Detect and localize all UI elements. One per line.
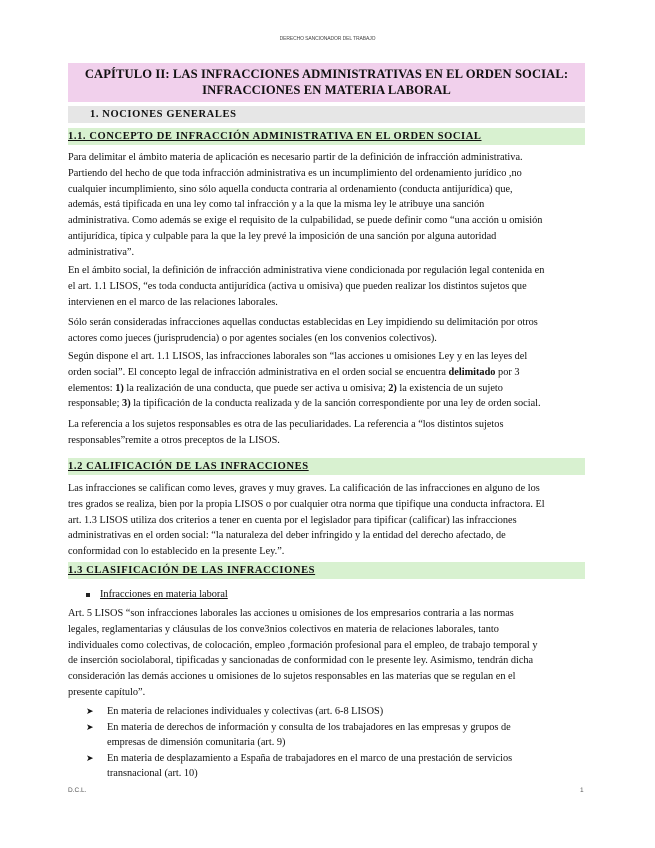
arrow-list xyxy=(86,704,512,782)
text-line: el art. 1.1 LISOS, “es toda conducta antijurídica (activa u omisiva) que pueden realizar los distintos sujetos que xyxy=(68,280,527,292)
text-line: Las infracciones se califican como leves, graves y muy graves. La calificación de las infracciones en alguno de los xyxy=(68,483,540,494)
footer-initials: D.C.L. xyxy=(68,787,87,794)
text-segment: la realización de una conducta, que puede ser activa u omisiva; xyxy=(123,382,389,394)
text-line: individuales como colectivas, de colocación, empleo ,formación profesional para el empleo, de trabajo temporal y xyxy=(68,639,538,651)
text-line: intervienen en el marco de las relaciones laborales. xyxy=(68,296,278,308)
paragraph xyxy=(68,263,598,310)
page-number: 1 xyxy=(580,787,584,794)
text-line: Sólo serán consideradas infracciones aquellas conductas establecidas en Ley impidiendo su delimitación por otros xyxy=(68,317,538,328)
section-heading-1-2 xyxy=(68,458,585,475)
text-line: art. 1.3 LISOS utiliza dos criterios a tener en cuenta por el legislador para tipificar (calificar) las infracciones xyxy=(68,514,517,526)
text-segment: responsable; xyxy=(68,398,123,410)
text-line: conformidad con lo establecido en la presente Ley.”. xyxy=(68,546,285,557)
text-line xyxy=(68,381,598,397)
bold-text: 1) xyxy=(115,382,124,394)
bullet-item xyxy=(86,587,228,603)
paragraph xyxy=(68,349,598,412)
text-segment: orden social”. El concepto legal de infracción administrativa en el orden social se encuentra xyxy=(68,366,449,378)
text-line: de inserción sociolaboral, tipificadas y sancionadas de conformidad con le presente ley. Asimismo, tendrán dicha xyxy=(68,655,534,667)
heading-text: 1.3 CLASIFICACIÓN DE LAS INFRACCIONES xyxy=(68,565,316,576)
text-line: administrativas en el orden social: “la naturaleza del deber infringido y la entidad del derecho afectado, de xyxy=(68,530,506,542)
arrow-bullet-icon: ➤ xyxy=(86,706,94,716)
chapter-title-line: INFRACCIONES EN MATERIA LABORAL xyxy=(202,83,451,97)
heading-text: 1.1. CONCEPTO DE INFRACCIÓN ADMINISTRATIVA EN EL ORDEN SOCIAL xyxy=(68,131,482,142)
arrow-list-item xyxy=(86,751,512,782)
square-bullet-icon xyxy=(86,593,90,597)
arrow-bullet-icon: ➤ xyxy=(86,752,94,763)
section-heading-1-3 xyxy=(68,562,585,579)
section-heading-1-1 xyxy=(68,128,585,145)
text-line: legales, reglamentarias y cláusulas de los conve3nios colectivos en materia de relaciones laborales, tanto xyxy=(68,623,499,635)
text-segment: la tipificación de la conducta realizada y de la sanción correspondiente por una ley de orden social. xyxy=(130,398,541,410)
text-line: además, está tipificada en una ley como tal infracción y a la que la misma ley le atribuye una sanción xyxy=(68,199,485,211)
running-header: DERECHO SANCIONADOR DEL TRABAJO xyxy=(279,36,376,42)
paragraph xyxy=(68,150,598,260)
text-line: actores como jueces (jurisprudencia) o por agentes sociales (en los convenios colectivos). xyxy=(68,332,437,344)
bold-text: 2) xyxy=(388,382,397,394)
paragraph xyxy=(68,417,598,449)
text-line: administrativa. Como además se exige el requisito de la culpabilidad, se puede definir como “una acción u omisión xyxy=(68,215,543,226)
bullet-label: Infracciones en materia laboral xyxy=(100,589,228,600)
arrow-list-item xyxy=(86,720,512,751)
text-line: Partiendo del hecho de que toda infracción administrativa es un incumplimiento del ordenamiento jurídico ,no xyxy=(68,167,522,179)
text-line: En materia de desplazamiento a España de trabajadores en el marco de una prestación de servicios xyxy=(107,752,513,764)
text-line xyxy=(68,396,598,412)
text-segment: por 3 xyxy=(495,366,520,378)
bold-text: delimitado xyxy=(448,366,496,378)
text-segment: elementos: xyxy=(68,382,116,394)
section-heading-nociones: 1. NOCIONES GENERALES xyxy=(68,106,585,123)
text-line: cualquier incumplimiento, sino sólo aquella conducta contraria al ordenamiento (conducta antijurídica) que, xyxy=(68,183,513,195)
text-line: Art. 5 LISOS “son infracciones laborales las acciones u omisiones de los empresarios contraria a las normas xyxy=(68,608,514,619)
heading-text: 1.2 CALIFICACIÓN DE LAS INFRACCIONES xyxy=(68,461,309,472)
text-line: responsables”remite a otros preceptos de la LISOS. xyxy=(68,434,280,446)
text-line: transnacional (art. 10) xyxy=(107,768,198,780)
paragraph xyxy=(68,481,598,560)
text-line: Para delimitar el ámbito materia de aplicación es necesario partir de la definición de infracción administrativa. xyxy=(68,152,523,163)
text-line: En materia de relaciones individuales y colectivas (art. 6-8 LISOS) xyxy=(107,706,384,717)
text-line xyxy=(68,349,598,365)
text-line: consideración las demás acciones u omisiones de lo sujetos responsables en las materias que se regulan en el xyxy=(68,671,516,682)
text-segment: Según dispone el art. 1.1 LISOS, las infracciones laborales son “las acciones u omisiones Ley y en las leyes del xyxy=(68,351,528,362)
paragraph xyxy=(68,315,598,347)
text-line: En el ámbito social, la definición de infracción administrativa viene condicionada por regulación legal contenida en xyxy=(68,265,545,276)
text-line: empresas de dimensión comunitaria (art. 9) xyxy=(107,737,286,749)
text-line: En materia de derechos de información y consulta de los trabajadores en las empresas y grupos de xyxy=(107,721,511,733)
text-line: tres grados se realiza, bien por la propia LISOS o por cualquier otra norma que tipifique una conducta infractora. El xyxy=(68,498,545,510)
text-line xyxy=(68,365,598,381)
paragraph xyxy=(68,606,598,701)
bold-text: 3) xyxy=(122,398,131,410)
chapter-title-line: CAPÍTULO II: LAS INFRACCIONES ADMINISTRATIVAS EN EL ORDEN SOCIAL: xyxy=(84,67,569,81)
arrow-list-item xyxy=(86,704,512,720)
arrow-bullet-icon: ➤ xyxy=(86,721,94,732)
text-line: presente capítulo”. xyxy=(68,686,146,698)
chapter-title xyxy=(68,63,585,102)
text-line: administrativa”. xyxy=(68,246,135,258)
text-line: antijurídica, típica y culpable para la que la ley prevé la imposición de una sanción por alguna autoridad xyxy=(68,230,497,242)
text-line: La referencia a los sujetos responsables es otra de las peculiaridades. La referencia a “los distintos sujetos xyxy=(68,419,504,430)
text-segment: la existencia de un sujeto xyxy=(396,382,503,394)
